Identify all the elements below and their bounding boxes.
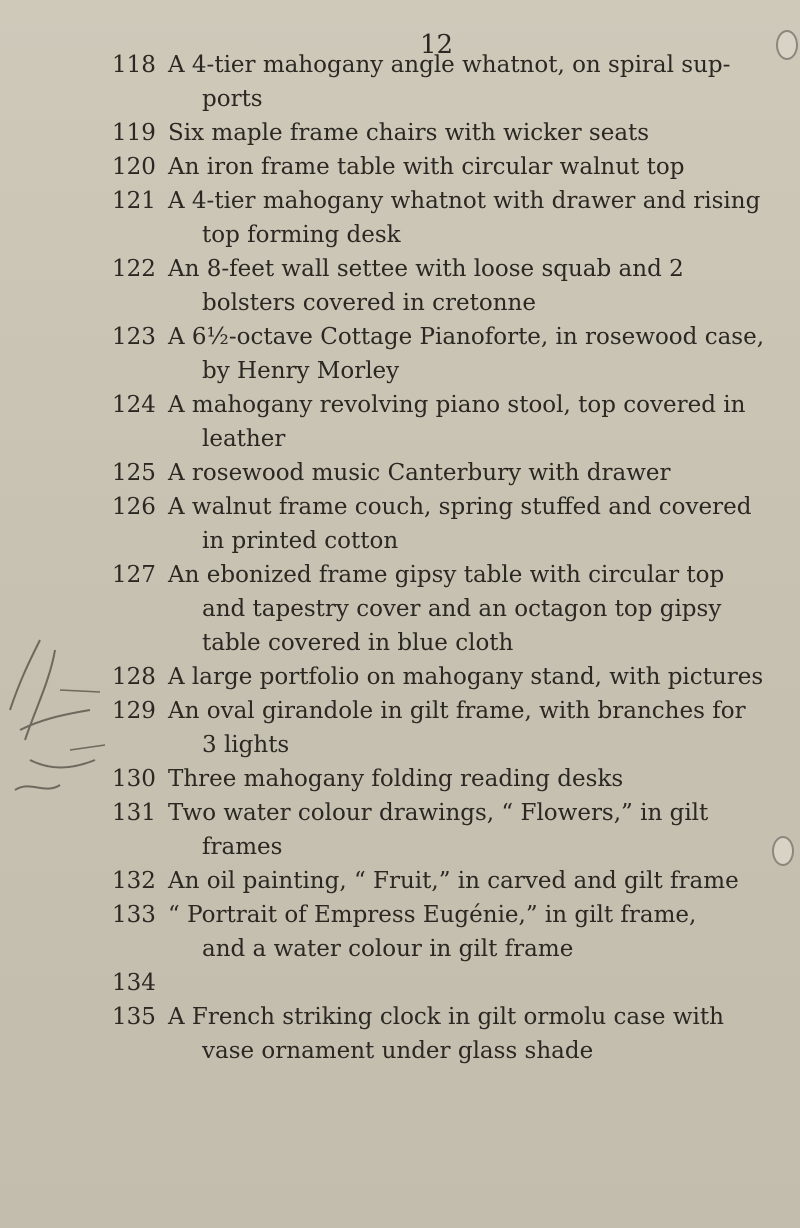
lot-entry <box>112 116 782 150</box>
lot-entry <box>112 150 782 184</box>
lot-description <box>162 48 782 116</box>
lot-description-line: A 4-tier mahogany angle whatnot, on spiral sup- <box>168 52 731 78</box>
lot-description-line: A rosewood music Canterbury with drawer <box>168 460 671 486</box>
lot-description <box>162 490 782 558</box>
lot-description-continuation: by Henry Morley <box>202 358 400 384</box>
lot-description-line: An ebonized frame gipsy table with circular top <box>168 562 725 588</box>
lot-description-continuation: ports <box>202 86 263 112</box>
lot-description-line: Three mahogany folding reading desks <box>168 766 624 792</box>
lot-description-line: Six maple frame chairs with wicker seats <box>168 120 650 146</box>
lot-description-continuation: leather <box>202 426 286 452</box>
lot-description-line: A 6½-octave Cottage Pianoforte, in rosewood case, <box>168 324 765 350</box>
lot-number: 135 <box>112 1004 156 1030</box>
lot-entry <box>112 558 782 660</box>
lot-number: 124 <box>112 392 156 418</box>
lot-entry <box>112 456 782 490</box>
lot-entry <box>112 48 782 116</box>
lot-entry <box>112 184 782 252</box>
lot-description-continuation: in printed cotton <box>202 528 399 554</box>
lot-description <box>162 184 782 252</box>
lot-number: 118 <box>112 52 156 78</box>
lot-description-line: A walnut frame couch, spring stuffed and covered <box>168 494 752 520</box>
lot-number: 126 <box>112 494 156 520</box>
lot-entry <box>112 660 782 694</box>
lot-description-continuation: bolsters covered in cretonne <box>202 290 536 316</box>
lot-description-line: A 4-tier mahogany whatnot with drawer and rising <box>168 188 761 214</box>
binding-hole-top <box>776 30 798 60</box>
lot-entry <box>112 388 782 456</box>
lot-number: 134 <box>112 970 156 996</box>
lot-description <box>162 150 782 184</box>
lot-number: 129 <box>112 698 156 724</box>
lot-number: 130 <box>112 766 156 792</box>
page-number: 12 <box>420 30 454 60</box>
lot-description <box>162 456 782 490</box>
lot-number: 128 <box>112 664 156 690</box>
pencil-annotation <box>0 620 110 820</box>
lot-list <box>112 48 782 1068</box>
lot-number: 122 <box>112 256 156 282</box>
lot-entry <box>112 694 782 762</box>
lot-number: 123 <box>112 324 156 350</box>
lot-description <box>162 796 782 864</box>
lot-description <box>162 762 782 796</box>
lot-description <box>162 388 782 456</box>
lot-entry <box>112 796 782 864</box>
lot-description-line: A French striking clock in gilt ormolu case with <box>168 1004 724 1030</box>
lot-entry <box>112 252 782 320</box>
lot-description-line: “ Portrait of Empress Eugénie,” in gilt frame, <box>168 902 697 928</box>
lot-description-line: An iron frame table with circular walnut top <box>168 154 685 180</box>
lot-entry <box>112 1000 782 1068</box>
lot-description <box>162 898 782 966</box>
lot-entry <box>112 898 782 966</box>
lot-description <box>162 1000 782 1068</box>
lot-description-continuation: table covered in blue cloth <box>202 630 514 656</box>
lot-description-continuation: and tapestry cover and an octagon top gipsy <box>202 596 722 622</box>
lot-description-line: A large portfolio on mahogany stand, with pictures <box>168 664 764 690</box>
lot-description-line: An oil painting, “ Fruit,” in carved and gilt frame <box>168 868 739 894</box>
lot-description-continuation: and a water colour in gilt frame <box>202 936 574 962</box>
lot-number: 131 <box>112 800 156 826</box>
lot-description <box>162 694 782 762</box>
lot-description <box>162 320 782 388</box>
binding-hole-middle <box>772 836 794 866</box>
lot-entry <box>112 864 782 898</box>
lot-description <box>162 864 782 898</box>
lot-number: 120 <box>112 154 156 180</box>
lot-number: 119 <box>112 120 156 146</box>
lot-entry <box>112 966 782 1000</box>
lot-description-continuation: vase ornament under glass shade <box>202 1038 594 1064</box>
lot-number: 125 <box>112 460 156 486</box>
lot-number: 121 <box>112 188 156 214</box>
lot-description-line: An oval girandole in gilt frame, with branches for <box>168 698 746 724</box>
lot-description <box>162 558 782 660</box>
lot-number: 133 <box>112 902 156 928</box>
lot-description-line: An 8-feet wall settee with loose squab and 2 <box>168 256 684 282</box>
lot-description-line: Two water colour drawings, “ Flowers,” in gilt <box>168 800 709 826</box>
lot-description-continuation: 3 lights <box>202 732 290 758</box>
lot-number: 132 <box>112 868 156 894</box>
lot-entry <box>112 762 782 796</box>
lot-description <box>162 252 782 320</box>
lot-description <box>162 116 782 150</box>
lot-number: 127 <box>112 562 156 588</box>
lot-entry <box>112 320 782 388</box>
lot-description-line: A mahogany revolving piano stool, top covered in <box>168 392 746 418</box>
lot-description-continuation: frames <box>202 834 283 860</box>
lot-entry <box>112 490 782 558</box>
lot-description <box>162 660 782 694</box>
lot-description-continuation: top forming desk <box>202 222 401 248</box>
